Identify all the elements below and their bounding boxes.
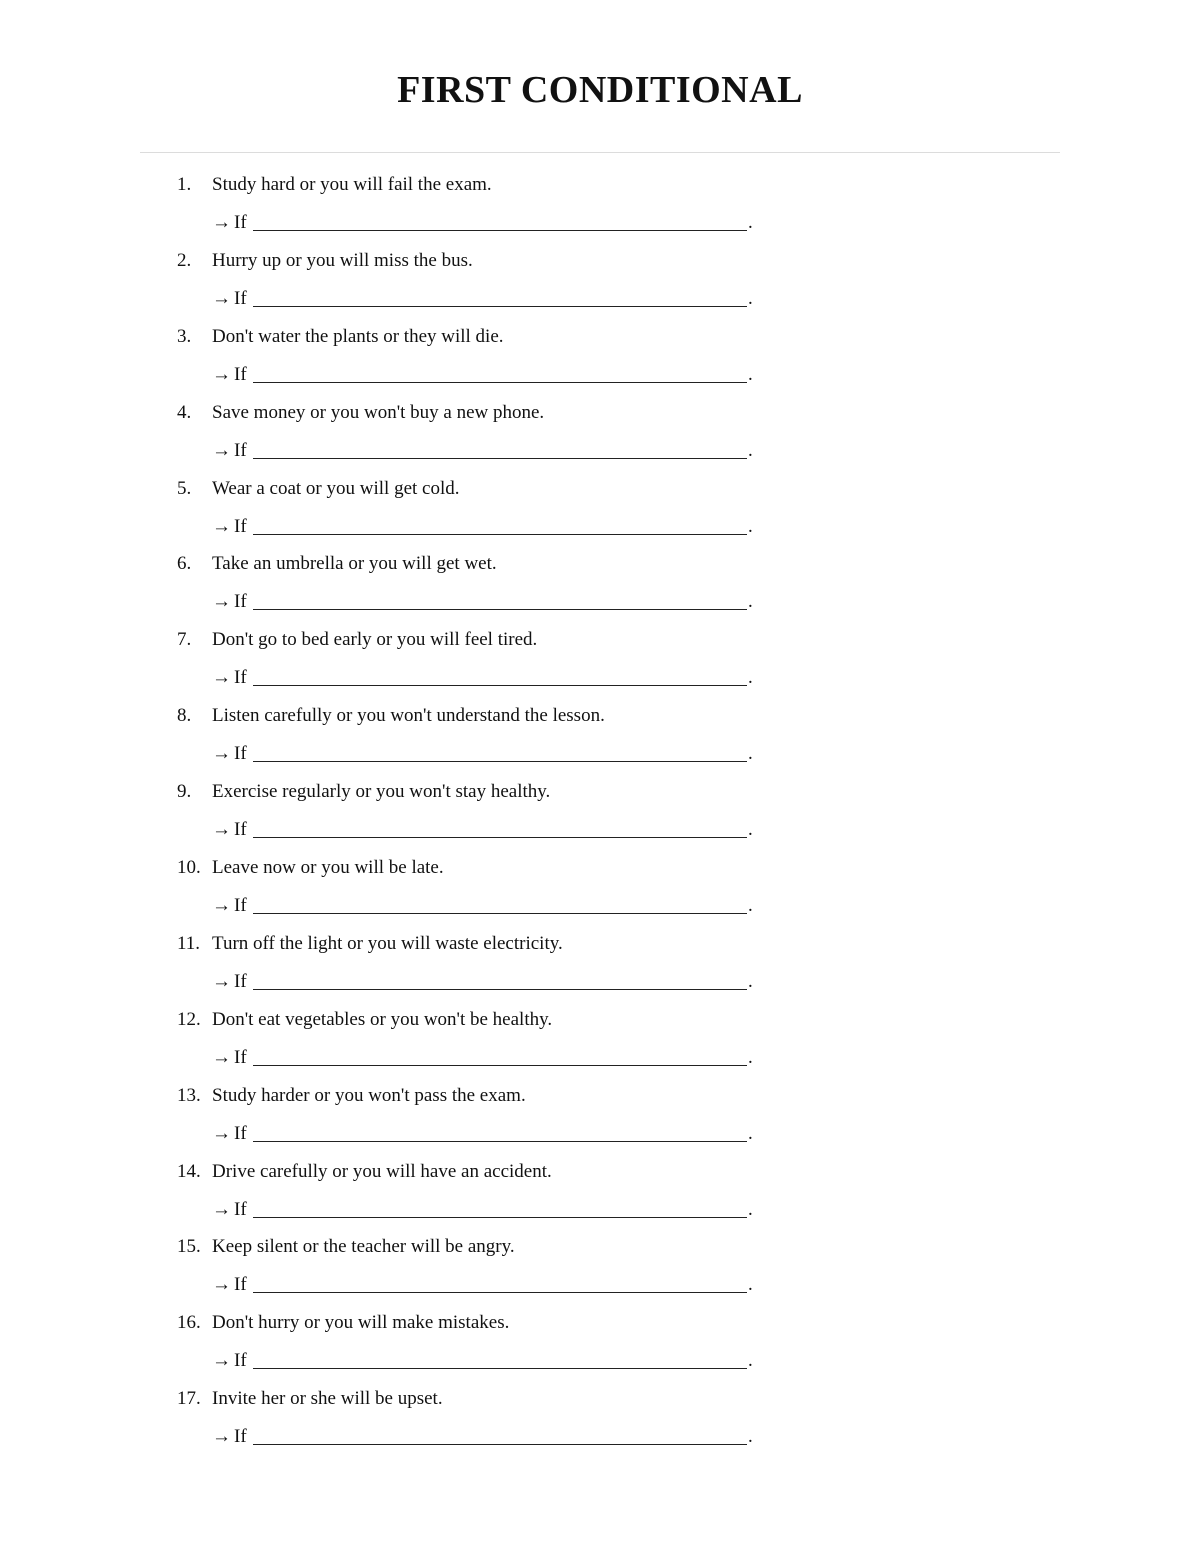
answer-period: . [748,667,753,689]
answer-period: . [748,439,753,461]
answer-period: . [748,1426,753,1448]
exercise-number: 15. [177,1236,201,1258]
exercise-item [0,322,1200,398]
answer-period: . [748,970,753,992]
answer-row [212,589,757,615]
answer-row [212,210,757,236]
exercise-number: 13. [177,1084,201,1106]
answer-row [212,969,757,995]
answer-row [212,1045,757,1071]
arrow-right-icon: → [212,819,231,841]
answer-row [212,665,757,691]
answer-period: . [748,515,753,537]
exercise-sentence: Keep silent or the teacher will be angry. [212,1236,515,1258]
exercise-number: 17. [177,1388,201,1410]
answer-row [212,514,757,540]
answer-period: . [748,895,753,917]
exercise-number: 4. [177,401,192,423]
exercise-number: 14. [177,1160,201,1182]
arrow-right-icon: → [212,591,231,613]
answer-row [212,1272,757,1298]
answer-row [212,893,757,919]
title-divider [140,152,1060,153]
if-label: If [234,363,247,385]
answer-blank[interactable] [253,1141,747,1142]
exercise-sentence: Don't eat vegetables or you won't be healthy. [212,1008,553,1030]
if-label: If [234,1350,247,1372]
exercise-list [0,170,1200,1460]
exercise-sentence: Exercise regularly or you won't stay healthy. [212,781,551,803]
answer-period: . [748,1274,753,1296]
arrow-right-icon: → [212,1426,231,1448]
exercise-sentence: Study hard or you will fail the exam. [212,174,492,195]
exercise-item [0,929,1200,1005]
arrow-right-icon: → [212,212,231,233]
if-label: If [234,591,247,613]
answer-blank[interactable] [253,609,747,610]
arrow-right-icon: → [212,1198,231,1220]
exercise-sentence: Study harder or you won't pass the exam. [212,1084,526,1106]
exercise-item [0,1081,1200,1157]
answer-blank[interactable] [253,1368,747,1369]
if-label: If [234,1426,247,1448]
exercise-item [0,1308,1200,1384]
exercise-sentence: Don't hurry or you will make mistakes. [212,1312,510,1334]
exercise-item [0,853,1200,929]
arrow-right-icon: → [212,970,231,992]
exercise-item [0,701,1200,777]
if-label: If [234,439,247,461]
answer-blank[interactable] [253,382,747,383]
arrow-right-icon: → [212,439,231,461]
answer-row [212,362,757,388]
exercise-item [0,1384,1200,1460]
exercise-sentence: Drive carefully or you will have an accident. [212,1160,552,1182]
answer-row [212,438,757,464]
exercise-sentence: Listen carefully or you won't understand the lesson. [212,705,605,727]
exercise-number: 5. [177,477,192,499]
answer-period: . [748,819,753,841]
exercise-number: 6. [177,553,192,575]
exercise-number: 3. [177,325,192,347]
arrow-right-icon: → [212,287,231,309]
answer-blank[interactable] [253,1292,747,1293]
answer-blank[interactable] [253,913,747,914]
answer-blank[interactable] [253,761,747,762]
answer-period: . [748,591,753,613]
exercise-sentence: Don't water the plants or they will die. [212,325,504,347]
answer-blank[interactable] [253,230,747,231]
if-label: If [234,819,247,841]
arrow-right-icon: → [212,1350,231,1372]
exercise-item [0,625,1200,701]
arrow-right-icon: → [212,1274,231,1296]
answer-blank[interactable] [253,1065,747,1066]
answer-blank[interactable] [253,1217,747,1218]
exercise-sentence: Wear a coat or you will get cold. [212,477,460,499]
answer-blank[interactable] [253,458,747,459]
answer-period: . [748,363,753,385]
answer-period: . [748,212,753,233]
exercise-sentence: Hurry up or you will miss the bus. [212,249,473,271]
if-label: If [234,1122,247,1144]
if-label: If [234,212,247,233]
exercise-sentence: Take an umbrella or you will get wet. [212,553,497,575]
arrow-right-icon: → [212,515,231,537]
answer-period: . [748,1198,753,1220]
answer-period: . [748,743,753,765]
answer-row [212,817,757,843]
exercise-number: 12. [177,1008,201,1030]
if-label: If [234,515,247,537]
exercise-item [0,246,1200,322]
answer-period: . [748,1046,753,1068]
arrow-right-icon: → [212,895,231,917]
if-label: If [234,743,247,765]
if-label: If [234,1274,247,1296]
arrow-right-icon: → [212,363,231,385]
answer-blank[interactable] [253,989,747,990]
exercise-item [0,398,1200,474]
arrow-right-icon: → [212,743,231,765]
exercise-item [0,1157,1200,1233]
exercise-number: 7. [177,629,192,651]
answer-period: . [748,1122,753,1144]
exercise-item [0,170,1200,246]
answer-blank[interactable] [253,685,747,686]
answer-row [212,286,757,312]
answer-blank[interactable] [253,534,747,535]
exercise-number: 10. [177,857,201,879]
if-label: If [234,667,247,689]
answer-period: . [748,287,753,309]
exercise-number: 1. [177,174,192,195]
if-label: If [234,895,247,917]
exercise-sentence: Don't go to bed early or you will feel tired. [212,629,538,651]
exercise-item [0,1232,1200,1308]
answer-blank[interactable] [253,1444,747,1445]
if-label: If [234,287,247,309]
exercise-item [0,1005,1200,1081]
exercise-item [0,549,1200,625]
exercise-item [0,474,1200,550]
exercise-sentence: Invite her or she will be upset. [212,1388,443,1410]
arrow-right-icon: → [212,1122,231,1144]
exercise-number: 8. [177,705,192,727]
answer-row [212,1121,757,1147]
exercise-number: 11. [177,932,201,954]
answer-period: . [748,1350,753,1372]
exercise-number: 16. [177,1312,201,1334]
answer-row [212,1348,757,1374]
answer-blank[interactable] [253,837,747,838]
arrow-right-icon: → [212,1046,231,1068]
if-label: If [234,1046,247,1068]
exercise-item [0,777,1200,853]
answer-row [212,1424,757,1450]
answer-row [212,1197,757,1223]
if-label: If [234,1198,247,1220]
if-label: If [234,970,247,992]
exercise-number: 2. [177,249,192,271]
answer-blank[interactable] [253,306,747,307]
page-title: FIRST CONDITIONAL [397,69,803,111]
exercise-number: 9. [177,781,192,803]
exercise-sentence: Leave now or you will be late. [212,857,444,879]
exercise-sentence: Save money or you won't buy a new phone. [212,401,545,423]
exercise-sentence: Turn off the light or you will waste electricity. [212,932,563,954]
answer-row [212,741,757,767]
arrow-right-icon: → [212,667,231,689]
